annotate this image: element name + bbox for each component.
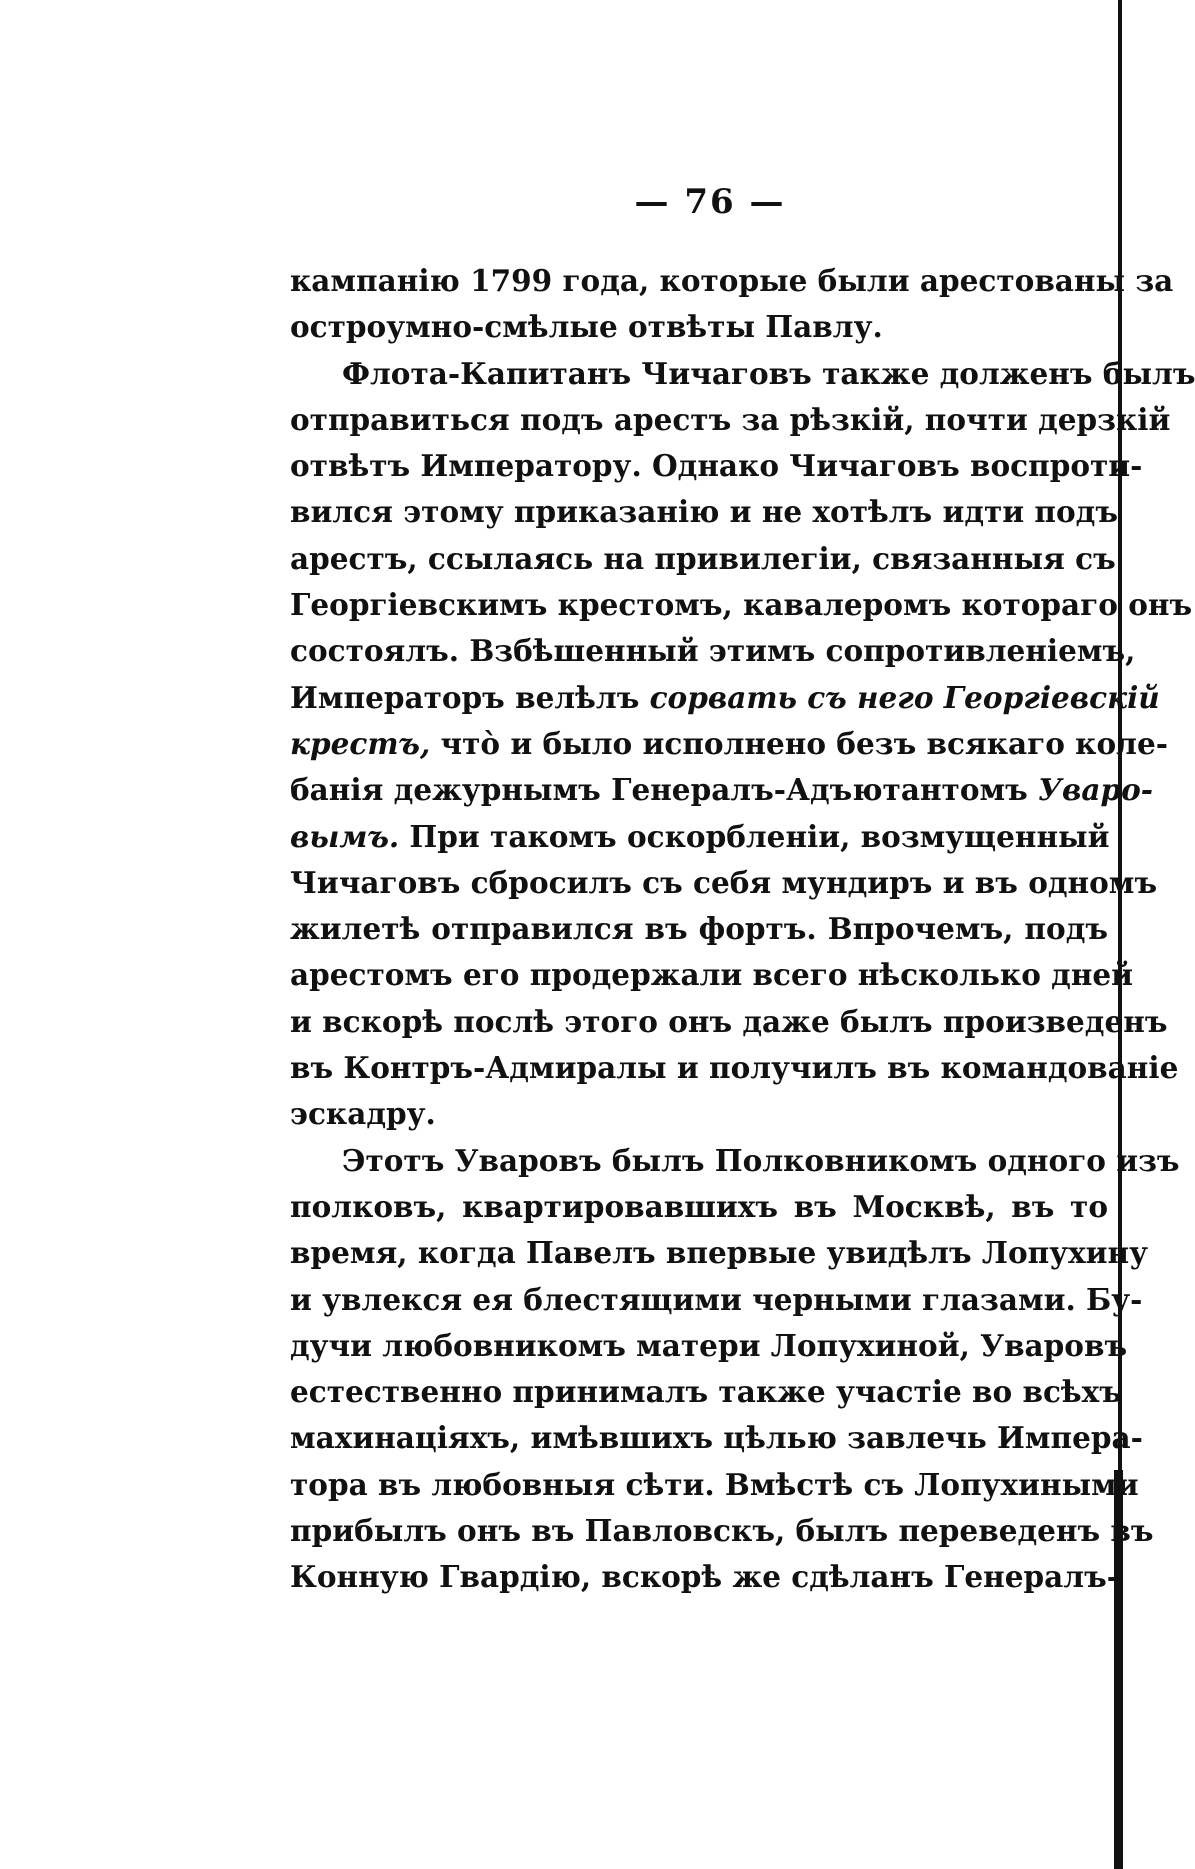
- text-line: [290, 1415, 1143, 1461]
- text-run: состоялъ. Взбѣшенный этимъ сопротивленіемъ,: [290, 633, 1136, 669]
- text-run: дучи любовникомъ матери Лопухиной, Уваровъ: [290, 1327, 1128, 1363]
- text-line: [290, 1045, 1179, 1091]
- text-run: жилетѣ отправился въ фортъ. Впрочемъ, подъ: [290, 911, 1108, 947]
- text-run: Императоръ велѣлъ: [290, 679, 650, 715]
- text-run: и увлекся ея блестящими черными глазами. Бу-: [290, 1281, 1143, 1317]
- text-line: [290, 675, 1160, 721]
- text-run: кампанію 1799 года, которые были арестованы за: [290, 263, 1174, 298]
- text-line: [290, 536, 1116, 582]
- text-line: [290, 1138, 1180, 1184]
- text-run: Чичаговъ сбросилъ съ себя мундиръ и въ одномъ: [290, 864, 1158, 900]
- text-line: [290, 258, 1174, 304]
- text-run: махинаціяхъ, имѣвшихъ цѣлью завлечь Импера-: [290, 1420, 1143, 1456]
- text-run: время, когда Павелъ впервые увидѣлъ Лопухину: [290, 1235, 1149, 1271]
- text-line: [290, 1184, 1108, 1230]
- text-line: [290, 814, 1108, 860]
- text-line: [290, 999, 1168, 1045]
- text-line: [290, 952, 1134, 998]
- text-run: въ Контръ-Адмиралы и получилъ въ командованіе: [290, 1050, 1179, 1086]
- text-line: [290, 628, 1136, 674]
- text-line: [290, 767, 1153, 813]
- text-line: [290, 304, 1108, 350]
- text-run: вился этому приказанію и не хотѣлъ идти подъ: [290, 494, 1118, 530]
- text-run: Этотъ Уваровъ былъ Полковникомъ одного изъ: [342, 1142, 1180, 1178]
- text-run: Флота-Капитанъ Чичаговъ также долженъ былъ: [342, 355, 1195, 391]
- text-run: Георгіевскимъ крестомъ, кавалеромъ котораго онъ: [290, 587, 1193, 623]
- text-run: остроумно-смѣлые отвѣты Павлу.: [290, 309, 883, 345]
- text-run: эскадру.: [290, 1096, 436, 1132]
- text-run: прибылъ онъ въ Павловскъ, былъ переведенъ въ: [290, 1513, 1154, 1549]
- text-run: и вскорѣ послѣ этого онъ даже былъ произведенъ: [290, 1003, 1168, 1039]
- italic-text: крестъ,: [290, 725, 431, 761]
- text-line: [290, 1462, 1139, 1508]
- text-line: [290, 489, 1118, 535]
- text-run: арестъ, ссылаясь на привилегіи, связанныя съ: [290, 540, 1116, 576]
- text-line: [290, 351, 1195, 397]
- text-line: [290, 582, 1193, 628]
- text-run: отвѣтъ Императору. Однако Чичаговъ воспроти-: [290, 448, 1143, 484]
- text-line: [290, 1230, 1149, 1276]
- body-text: [290, 258, 1195, 1601]
- text-run: отправиться подъ арестъ за рѣзкій, почти дерзкій: [290, 401, 1171, 437]
- text-run: естественно принималъ также участіе во всѣхъ: [290, 1374, 1122, 1410]
- text-line: [290, 1323, 1128, 1369]
- text-run: что̀ и было исполнено безъ всякаго коле-: [430, 725, 1168, 761]
- text-line: [290, 1091, 1108, 1137]
- italic-text: вымъ.: [290, 818, 400, 854]
- text-run: При такомъ оскорбленіи, возмущенный: [399, 818, 1110, 854]
- text-line: [290, 1508, 1154, 1554]
- text-run: Конную Гвардію, вскорѣ же сдѣланъ Генералъ-: [290, 1559, 1119, 1595]
- text-line: [290, 1554, 1119, 1600]
- text-run: арестомъ его продержали всего нѣсколько дней: [290, 957, 1134, 993]
- text-run: банія дежурнымъ Генералъ-Адъютантомъ: [290, 772, 1039, 808]
- italic-text: Уваро-: [1038, 772, 1153, 808]
- text-line: [290, 1277, 1143, 1323]
- text-line: [290, 397, 1171, 443]
- text-run: тора въ любовныя сѣти. Вмѣстѣ съ Лопухиными: [290, 1466, 1139, 1502]
- page-number-header: — 76 —: [634, 182, 786, 222]
- text-line: [290, 1369, 1122, 1415]
- text-run: полковъ, квартировавшихъ въ Москвѣ, въ то: [290, 1188, 1108, 1224]
- text-line: [290, 906, 1108, 952]
- text-line: [290, 721, 1168, 767]
- text-line: [290, 443, 1143, 489]
- text-line: [290, 860, 1158, 906]
- italic-text: сорвать съ него Георгіевскій: [649, 679, 1160, 715]
